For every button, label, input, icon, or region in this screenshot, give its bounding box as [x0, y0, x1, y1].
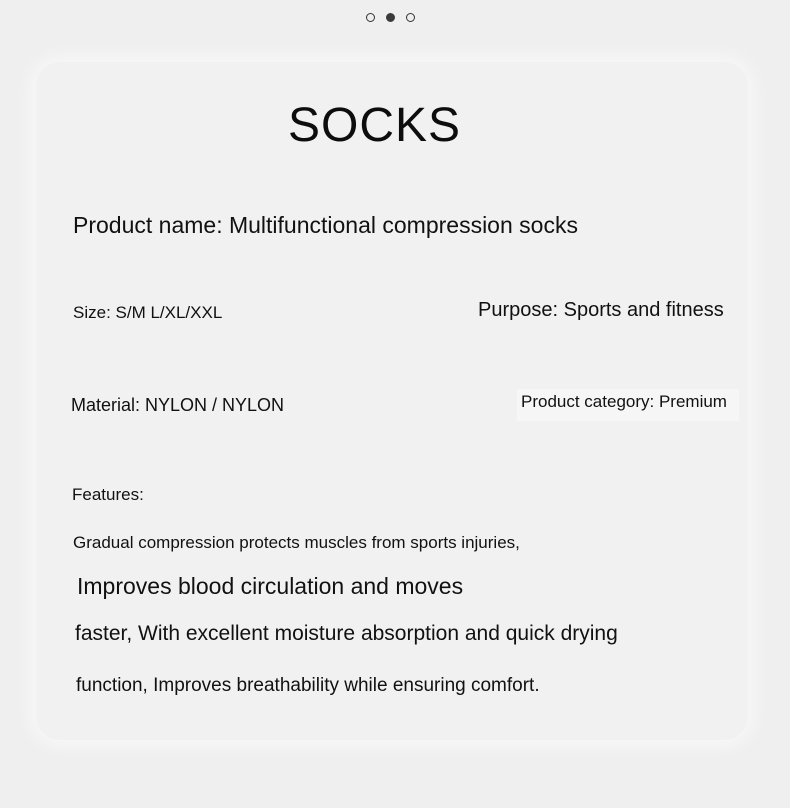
size-text: Size: S/M L/XL/XXL: [73, 303, 223, 322]
product-name-text: Product name: Multifunctional compression socks: [73, 212, 578, 238]
features-line-2: Improves blood circulation and moves: [77, 573, 464, 599]
purpose-text: Purpose: Sports and fitness: [478, 299, 724, 321]
features-line-3: faster, With excellent moisture absorption and quick drying: [75, 622, 618, 645]
carousel-dot-3[interactable]: [406, 13, 415, 22]
carousel-dot-2-active[interactable]: [386, 13, 395, 22]
material-text: Material: NYLON / NYLON: [71, 395, 285, 415]
product-category-text: Product category: Premium: [517, 389, 739, 421]
carousel-dot-1[interactable]: [366, 13, 375, 22]
features-line-1: Gradual compression protects muscles from sports injuries,: [73, 533, 520, 552]
features-label: Features:: [72, 485, 144, 504]
features-line-4: function, Improves breathability while ensuring comfort.: [76, 675, 540, 696]
carousel-pager: [366, 13, 415, 22]
product-title: SOCKS: [288, 99, 462, 152]
